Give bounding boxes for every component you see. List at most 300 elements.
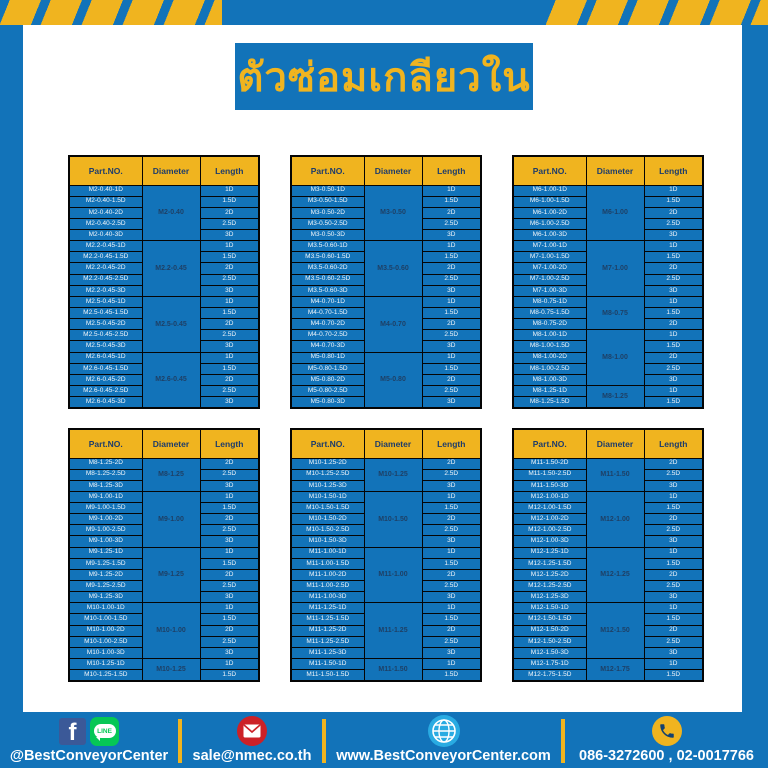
length-cell: 2D [200,458,259,469]
part-no-cell: M8-0.75-1D [513,296,586,307]
part-no-cell: M3-0.50-1D [291,185,364,196]
length-cell: 2.5D [422,274,481,285]
length-cell: 2.5D [422,525,481,536]
part-table-3 [512,155,702,409]
part-no-cell: M2-0.40-3D [69,230,142,241]
part-no-cell: M2.6-0.45-1D [69,352,142,363]
length-cell: 2D [644,514,703,525]
length-cell: 2.5D [200,218,259,229]
part-no-cell: M4-0.70-2.5D [291,330,364,341]
length-cell: 1.5D [200,614,259,625]
length-cell: 1D [200,185,259,196]
diameter-header: Diameter [142,156,200,185]
diameter-cell: M2.2-0.45 [142,241,200,297]
diameter-cell: M3-0.50 [364,185,422,241]
length-cell: 2.5D [200,525,259,536]
length-cell: 3D [200,592,259,603]
part-no-cell: M2.2-0.45-1D [69,241,142,252]
length-cell: 3D [422,536,481,547]
diameter-cell: M7-1.00 [586,241,644,297]
diameter-cell: M12-1.25 [586,547,644,603]
part-no-cell: M8-1.00-2D [513,352,586,363]
part-no-cell: M2-0.40-1.5D [69,196,142,207]
part-no-cell: M11-1.50-2.5D [513,469,586,480]
length-cell: 1D [422,659,481,670]
diameter-cell: M9-1.00 [142,491,200,547]
length-cell: 1.5D [644,196,703,207]
part-no-cell: M2.6-0.45-2D [69,374,142,385]
part-table-5 [290,428,480,682]
length-cell: 1D [422,185,481,196]
hazard-stripes-top-right [546,0,768,25]
diameter-cell: M12-1.00 [586,491,644,547]
length-cell: 2.5D [422,386,481,397]
length-cell: 2D [200,625,259,636]
part-no-cell: M9-1.00-2.5D [69,525,142,536]
part-no-cell: M12-1.25-1D [513,547,586,558]
length-cell: 1.5D [644,397,703,408]
length-cell: 2D [422,569,481,580]
part-no-cell: M12-1.00-3D [513,536,586,547]
part-no-cell: M9-1.25-3D [69,592,142,603]
part-no-cell: M2.2-0.45-2D [69,263,142,274]
part-no-cell: M8-1.00-3D [513,374,586,385]
part-no-cell: M8-0.75-2D [513,319,586,330]
part-table-2 [290,155,480,409]
part-no-cell: M11-1.25-1D [291,603,364,614]
diameter-cell: M2-0.40 [142,185,200,241]
length-cell: 1D [422,603,481,614]
part-no-cell: M12-1.00-1.5D [513,503,586,514]
length-cell: 1D [200,659,259,670]
length-cell: 1D [200,352,259,363]
length-cell: 3D [200,480,259,491]
length-cell: 1.5D [422,308,481,319]
globe-icon[interactable] [428,715,460,747]
length-cell: 1D [644,330,703,341]
diameter-cell: M4-0.70 [364,296,422,352]
length-cell: 2.5D [422,218,481,229]
length-cell: 2D [200,569,259,580]
part-no-header: Part.NO. [513,156,586,185]
part-no-cell: M12-1.25-1.5D [513,558,586,569]
length-cell: 3D [200,397,259,408]
line-bubble [94,724,116,738]
diameter-header: Diameter [586,429,644,458]
part-no-cell: M6-1.00-2D [513,207,586,218]
footer-contact-bar [0,712,768,768]
footer-social-section [0,712,178,768]
part-no-cell: M2.5-0.45-3D [69,341,142,352]
part-no-cell: M7-1.00-3D [513,285,586,296]
parts-table [68,428,260,682]
length-cell: 2.5D [422,581,481,592]
diameter-cell: M8-1.25 [586,386,644,408]
part-no-cell: M10-1.25-1D [69,659,142,670]
part-no-cell: M6-1.00-1D [513,185,586,196]
part-no-cell: M11-1.00-2D [291,569,364,580]
length-cell: 1D [200,296,259,307]
diameter-header: Diameter [142,429,200,458]
length-cell: 3D [644,592,703,603]
length-cell: 2D [200,514,259,525]
part-table-1 [68,155,258,409]
diameter-cell: M3.5-0.60 [364,241,422,297]
length-cell: 3D [644,647,703,658]
length-cell: 2D [422,263,481,274]
part-no-cell: M11-1.50-1D [291,659,364,670]
part-no-header: Part.NO. [513,429,586,458]
part-no-cell: M11-1.25-1.5D [291,614,364,625]
part-no-cell: M12-1.00-1D [513,491,586,502]
part-no-header: Part.NO. [291,156,364,185]
footer-phone-section [565,712,768,768]
length-cell: 2D [422,625,481,636]
parts-table [290,428,482,682]
length-cell: 2D [422,514,481,525]
length-cell: 2D [200,319,259,330]
social-handle-text[interactable]: @BestConveyorCenter [9,748,169,764]
part-no-cell: M6-1.00-3D [513,230,586,241]
length-cell: 1D [644,296,703,307]
length-cell: 2D [644,352,703,363]
length-cell: 1.5D [200,558,259,569]
part-no-cell: M11-1.50-1.5D [291,670,364,681]
part-no-cell: M12-1.25-2.5D [513,581,586,592]
diameter-header: Diameter [586,156,644,185]
part-no-cell: M11-1.00-1.5D [291,558,364,569]
length-cell: 1.5D [200,308,259,319]
parts-table [68,155,260,409]
part-no-cell: M4-0.70-2D [291,319,364,330]
part-no-cell: M5-0.80-1.5D [291,363,364,374]
part-no-cell: M8-0.75-1.5D [513,308,586,319]
part-no-cell: M9-1.25-1D [69,547,142,558]
length-cell: 3D [200,285,259,296]
length-cell: 2.5D [644,274,703,285]
phone-icon[interactable] [652,716,682,746]
diameter-cell: M11-1.50 [364,659,422,681]
part-no-cell: M6-1.00-2.5D [513,218,586,229]
part-no-cell: M2.2-0.45-2.5D [69,274,142,285]
part-no-cell: M9-1.25-2.5D [69,581,142,592]
length-cell: 2D [644,569,703,580]
line-label: LINE [97,727,112,735]
part-no-cell: M12-1.50-2.5D [513,636,586,647]
mail-icon[interactable] [237,716,267,746]
length-cell: 1D [422,352,481,363]
length-cell: 1D [200,603,259,614]
diameter-cell: M10-1.25 [364,458,422,491]
part-no-cell: M11-1.00-2.5D [291,581,364,592]
length-cell: 1D [644,659,703,670]
part-no-cell: M4-0.70-3D [291,341,364,352]
part-no-cell: M9-1.25-1.5D [69,558,142,569]
length-cell: 1D [644,386,703,397]
part-no-cell: M10-1.25-3D [291,480,364,491]
length-header: Length [644,156,703,185]
diameter-cell: M11-1.25 [364,603,422,659]
part-no-cell: M12-1.50-3D [513,647,586,658]
part-no-cell: M11-1.50-2D [513,458,586,469]
diameter-cell: M2.5-0.45 [142,296,200,352]
length-cell: 1D [200,241,259,252]
part-no-cell: M10-1.25-2D [291,458,364,469]
diameter-cell: M10-1.50 [364,491,422,547]
part-no-cell: M2-0.40-2.5D [69,218,142,229]
length-cell: 2D [644,263,703,274]
part-no-cell: M2.5-0.45-2D [69,319,142,330]
length-cell: 2.5D [200,636,259,647]
part-no-cell: M10-1.50-2D [291,514,364,525]
part-no-cell: M5-0.80-3D [291,397,364,408]
diameter-cell: M10-1.25 [142,659,200,681]
length-cell: 1.5D [644,670,703,681]
diameter-cell: M12-1.75 [586,659,644,681]
length-cell: 1.5D [644,308,703,319]
length-cell: 1D [644,491,703,502]
part-no-cell: M9-1.00-1D [69,491,142,502]
part-no-cell: M3.5-0.60-3D [291,285,364,296]
part-no-cell: M3.5-0.60-1D [291,241,364,252]
part-no-cell: M2.6-0.45-2.5D [69,386,142,397]
diameter-cell: M8-1.00 [586,330,644,386]
length-cell: 2.5D [422,469,481,480]
part-no-cell: M11-1.25-3D [291,647,364,658]
part-no-cell: M2.6-0.45-1.5D [69,363,142,374]
length-cell: 3D [644,480,703,491]
part-no-cell: M8-1.25-3D [69,480,142,491]
part-no-cell: M2-0.40-2D [69,207,142,218]
diameter-cell: M11-1.50 [586,458,644,491]
length-cell: 3D [422,480,481,491]
length-cell: 3D [422,230,481,241]
length-cell: 1D [422,491,481,502]
part-no-cell: M10-1.50-3D [291,536,364,547]
length-cell: 2.5D [200,274,259,285]
length-cell: 1.5D [422,363,481,374]
length-cell: 2D [644,207,703,218]
parts-table [512,428,704,682]
part-no-cell: M11-1.25-2.5D [291,636,364,647]
footer-email-section [182,712,322,768]
length-cell: 3D [200,536,259,547]
diameter-cell: M11-1.00 [364,547,422,603]
diameter-cell: M5-0.80 [364,352,422,408]
length-cell: 1.5D [422,670,481,681]
length-cell: 2D [644,625,703,636]
length-cell: 2.5D [644,469,703,480]
part-no-cell: M12-1.25-2D [513,569,586,580]
length-cell: 3D [422,341,481,352]
length-cell: 1.5D [644,252,703,263]
part-no-cell: M9-1.25-2D [69,569,142,580]
length-cell: 2D [644,458,703,469]
website-text[interactable]: www.BestConveyorCenter.com [336,748,551,764]
part-no-cell: M7-1.00-2D [513,263,586,274]
length-cell: 3D [422,285,481,296]
length-cell: 1.5D [422,558,481,569]
part-table-4 [68,428,258,682]
part-no-cell: M10-1.00-1D [69,603,142,614]
part-no-cell: M10-1.00-2D [69,625,142,636]
length-cell: 2.5D [644,636,703,647]
line-icon[interactable] [90,717,119,746]
length-cell: 1.5D [200,252,259,263]
length-cell: 2D [422,374,481,385]
diameter-header: Diameter [364,156,422,185]
length-cell: 1.5D [644,614,703,625]
facebook-letter: f [68,719,77,745]
length-cell: 1.5D [422,196,481,207]
part-no-cell: M3-0.50-1.5D [291,196,364,207]
email-text[interactable]: sale@nmec.co.th [192,748,312,764]
page-title-box [235,43,533,110]
part-no-cell: M3.5-0.60-1.5D [291,252,364,263]
part-no-cell: M8-1.00-2.5D [513,363,586,374]
length-cell: 3D [644,374,703,385]
length-cell: 2.5D [422,330,481,341]
length-cell: 2.5D [200,386,259,397]
part-no-cell: M3.5-0.60-2.5D [291,274,364,285]
page-title: ตัวซ่อมเกลียวใน [237,55,531,100]
part-no-header: Part.NO. [69,156,142,185]
part-no-cell: M3.5-0.60-2D [291,263,364,274]
length-cell: 2D [422,319,481,330]
length-header: Length [422,429,481,458]
part-no-header: Part.NO. [69,429,142,458]
part-no-cell: M12-1.00-2.5D [513,525,586,536]
part-no-cell: M9-1.00-2D [69,514,142,525]
length-cell: 3D [200,341,259,352]
diameter-cell: M6-1.00 [586,185,644,241]
length-cell: 3D [422,647,481,658]
part-no-cell: M10-1.50-1.5D [291,503,364,514]
length-cell: 2.5D [644,581,703,592]
part-no-cell: M10-1.25-1.5D [69,670,142,681]
part-no-cell: M5-0.80-1D [291,352,364,363]
part-no-cell: M4-0.70-1D [291,296,364,307]
part-no-cell: M8-1.25-2.5D [69,469,142,480]
part-no-cell: M11-1.25-2D [291,625,364,636]
phone-numbers-text[interactable]: 086-3272600 , 02-0017766 [579,748,754,764]
part-no-cell: M9-1.00-1.5D [69,503,142,514]
part-no-cell: M3-0.50-3D [291,230,364,241]
length-cell: 2.5D [200,330,259,341]
length-cell: 1.5D [644,503,703,514]
length-cell: 1D [644,241,703,252]
diameter-cell: M10-1.00 [142,603,200,659]
diameter-cell: M8-0.75 [586,296,644,329]
length-cell: 2D [644,319,703,330]
length-cell: 3D [644,230,703,241]
hazard-stripes-top-left [0,0,222,25]
diameter-cell: M2.6-0.45 [142,352,200,408]
length-cell: 2.5D [200,469,259,480]
length-cell: 1D [422,241,481,252]
length-cell: 1.5D [422,252,481,263]
length-header: Length [422,156,481,185]
part-no-cell: M12-1.75-1.5D [513,670,586,681]
part-no-cell: M12-1.00-2D [513,514,586,525]
length-cell: 2.5D [644,525,703,536]
part-no-cell: M7-1.00-1D [513,241,586,252]
part-no-cell: M7-1.00-1.5D [513,252,586,263]
length-header: Length [200,429,259,458]
length-cell: 2D [422,207,481,218]
part-no-cell: M2-0.40-1D [69,185,142,196]
length-cell: 3D [422,397,481,408]
length-header: Length [644,429,703,458]
part-no-cell: M11-1.50-3D [513,480,586,491]
length-cell: 1.5D [644,558,703,569]
part-no-cell: M2.5-0.45-1.5D [69,308,142,319]
length-cell: 1.5D [200,363,259,374]
part-no-cell: M8-1.00-1.5D [513,341,586,352]
part-no-cell: M12-1.50-2D [513,625,586,636]
length-cell: 2D [422,458,481,469]
parts-table [512,155,704,409]
part-no-cell: M2.2-0.45-3D [69,285,142,296]
part-no-cell: M3-0.50-2D [291,207,364,218]
part-no-cell: M11-1.00-3D [291,592,364,603]
part-no-cell: M8-1.25-2D [69,458,142,469]
facebook-icon[interactable] [59,718,86,745]
length-cell: 3D [644,536,703,547]
length-cell: 1.5D [200,670,259,681]
length-header: Length [200,156,259,185]
length-cell: 1.5D [200,196,259,207]
part-no-cell: M8-1.00-1D [513,330,586,341]
part-no-cell: M10-1.00-3D [69,647,142,658]
length-cell: 2.5D [644,218,703,229]
length-cell: 2D [200,207,259,218]
part-no-cell: M5-0.80-2.5D [291,386,364,397]
parts-table [290,155,482,409]
part-no-cell: M10-1.50-1D [291,491,364,502]
length-cell: 1D [644,547,703,558]
length-cell: 1.5D [200,503,259,514]
part-no-cell: M4-0.70-1.5D [291,308,364,319]
part-no-cell: M10-1.25-2.5D [291,469,364,480]
part-no-cell: M12-1.75-1D [513,659,586,670]
part-no-cell: M2.6-0.45-3D [69,397,142,408]
length-cell: 2.5D [200,581,259,592]
part-no-cell: M8-1.25-1.5D [513,397,586,408]
part-no-cell: M10-1.50-2.5D [291,525,364,536]
diameter-header: Diameter [364,429,422,458]
part-no-header: Part.NO. [291,429,364,458]
length-cell: 1D [200,491,259,502]
length-cell: 1.5D [422,614,481,625]
part-table-6 [512,428,702,682]
length-cell: 2D [200,263,259,274]
length-cell: 1D [200,547,259,558]
length-cell: 2.5D [644,363,703,374]
part-no-cell: M7-1.00-2.5D [513,274,586,285]
part-no-cell: M12-1.50-1.5D [513,614,586,625]
part-no-cell: M5-0.80-2D [291,374,364,385]
part-no-cell: M10-1.00-2.5D [69,636,142,647]
length-cell: 1D [644,185,703,196]
length-cell: 1.5D [422,503,481,514]
length-cell: 3D [200,647,259,658]
part-no-cell: M3-0.50-2.5D [291,218,364,229]
part-no-cell: M8-1.25-1D [513,386,586,397]
length-cell: 1D [422,547,481,558]
part-no-cell: M9-1.00-3D [69,536,142,547]
length-cell: 2D [200,374,259,385]
